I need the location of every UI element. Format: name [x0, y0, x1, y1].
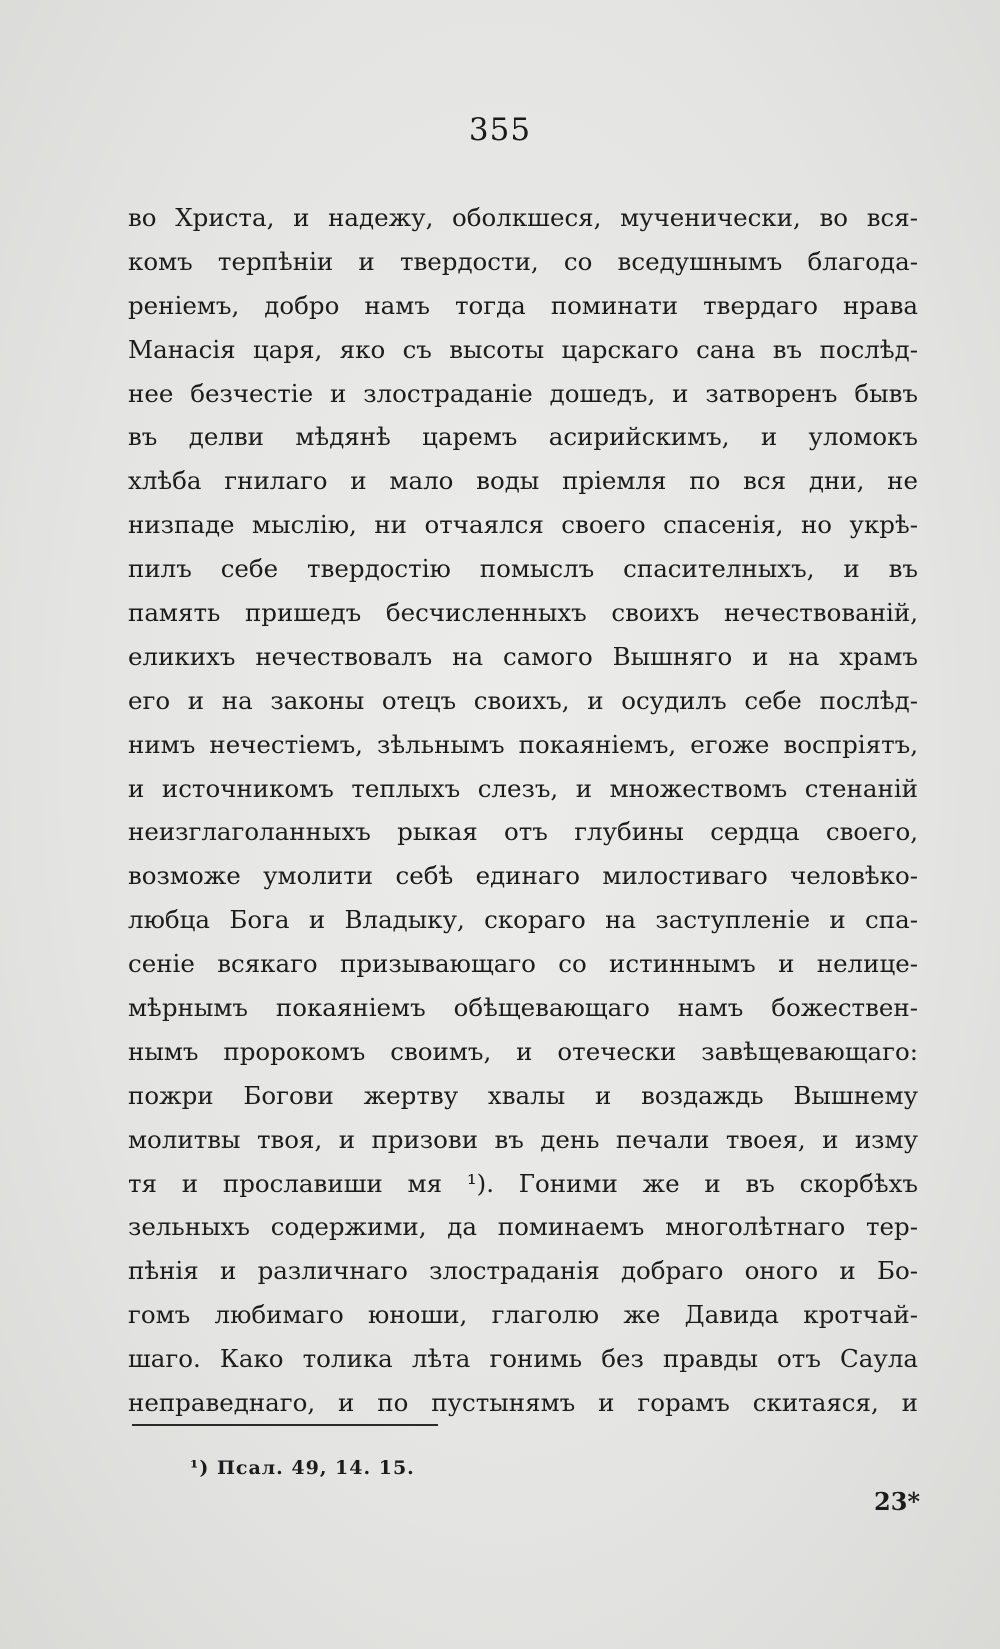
page-number: 355 [468, 112, 532, 148]
text-line: гомъ любимаго юноши, глаголю же Давида кротчай- [128, 1300, 918, 1330]
footnote-text: Псал. 49, 14. 15. [216, 1457, 415, 1479]
text-line: реніемъ, добро намъ тогда поминати твердаго нрава [128, 290, 918, 320]
text-line: пилъ себе твердостію помыслъ спасителныхъ, и въ [128, 554, 918, 584]
text-line: въ делви мѣдянѣ царемъ асирийскимъ, и уломокъ [128, 422, 918, 452]
signature-mark: 23* [874, 1487, 920, 1516]
text-line: еликихъ нечествовалъ на самого Вышняго и на храмъ [128, 641, 918, 671]
text-line: зельныхъ содержими, да поминаемъ многолѣтнаго тер- [128, 1212, 918, 1242]
text-line: неправеднаго, и по пустынямъ и горамъ скитаяся, и [128, 1388, 918, 1418]
text-line: пѣнія и различнаго злостраданія добраго оного и Бо- [128, 1256, 918, 1286]
text-line: возможе умолити себѣ единаго милостиваго человѣко- [128, 861, 918, 891]
text-line: тя и прославиши мя ¹). Гоними же и въ скорбѣхъ [128, 1168, 918, 1198]
text-line: Манасія царя, яко съ высоты царскаго сана въ послѣд- [128, 334, 918, 364]
text-line: шаго. Како толика лѣта гонимь без правды отъ Саула [128, 1344, 918, 1374]
text-line: и источникомъ теплыхъ слезъ, и множествомъ стенаній [128, 773, 918, 803]
text-line: комъ терпѣніи и твердости, со вседушнымъ благода- [128, 246, 918, 276]
text-line: пожри Богови жертву хвалы и воздаждь Вышнему [128, 1080, 918, 1110]
text-line: неизглаголанныхъ рыкая отъ глубины сердца своего, [128, 817, 918, 847]
text-line: память пришедъ бесчисленныхъ своихъ нечествованій, [128, 598, 918, 628]
text-line: его и на законы отецъ своихъ, и осудилъ себе послѣд- [128, 685, 918, 715]
text-line: нее безчестіе и злостраданіе дошедъ, и затворенъ бывъ [128, 378, 918, 408]
text-line: сеніе всякаго призывающаго со истиннымъ и нелице- [128, 949, 918, 979]
text-line: низпаде мыслію, ни отчаялся своего спасенія, но укрѣ- [128, 510, 918, 540]
footnote-marker: ¹) [190, 1457, 210, 1479]
text-line: молитвы твоя, и призови въ день печали твоея, и изму [128, 1124, 918, 1154]
text-line: нымъ пророкомъ своимъ, и отечески завѣщевающаго: [128, 1036, 918, 1066]
text-line: мѣрнымъ покаяніемъ обѣщевающаго намъ божествен- [128, 993, 918, 1023]
text-line: любца Бога и Владыку, скораго на заступленіе и спа- [128, 905, 918, 935]
text-line: нимъ нечестіемъ, зѣльнымъ покаяніемъ, егоже воспріятъ, [128, 729, 918, 759]
body-text [128, 196, 918, 1425]
text-line: во Христа, и надежу, оболкшеся, мученически, во вся- [128, 203, 918, 232]
footnote-rule [132, 1424, 438, 1426]
text-line: хлѣба гнилаго и мало воды пріемля по вся дни, не [128, 466, 918, 496]
footnote [190, 1457, 415, 1479]
